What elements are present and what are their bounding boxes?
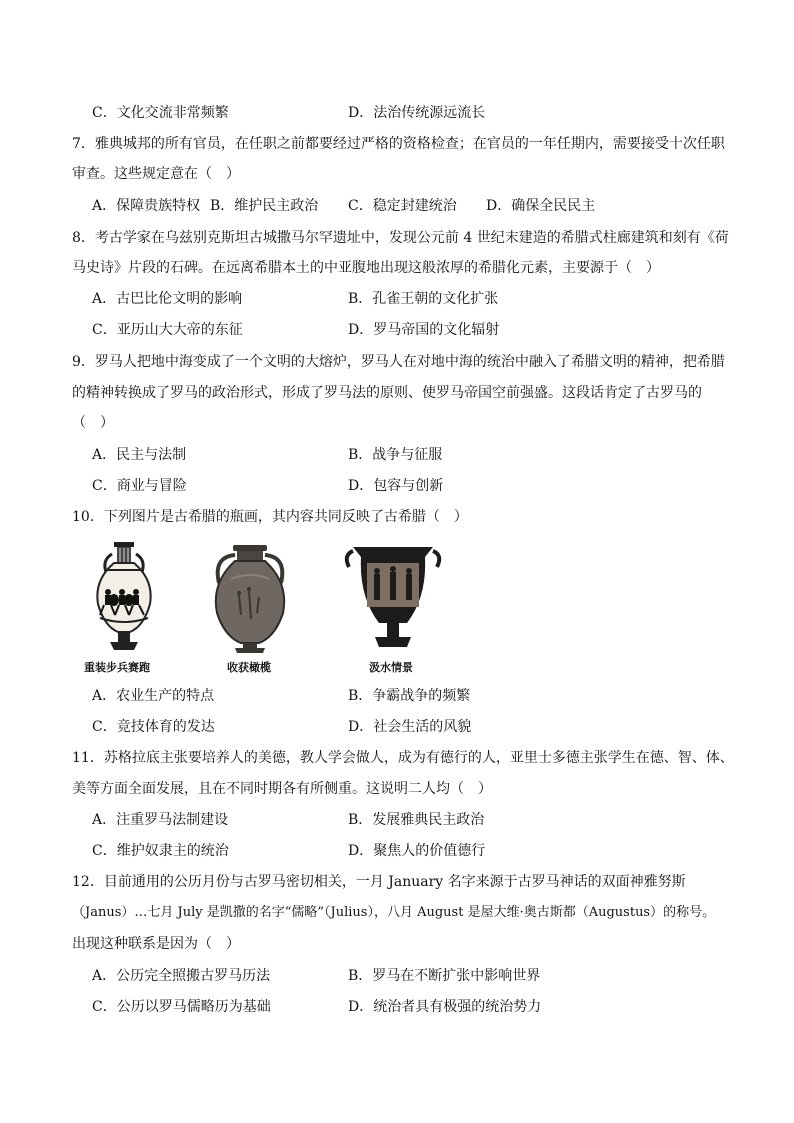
q9-stem-line2: 的精神转换成了罗马的政治形式，形成了罗马法的原则、使罗马帝国空前强盛。这段话肯定了古罗马的 bbox=[72, 385, 702, 401]
q10-stem-line1: 10．下列图片是古希腊的瓶画，其内容共同反映了古希腊（ ） bbox=[72, 509, 468, 525]
q11-option-b: B．发展雅典民主政治 bbox=[348, 812, 485, 828]
q7-stem-line2: 审查。这些规定意在（ ） bbox=[72, 166, 240, 182]
q7-stem-line1: 7．雅典城邦的所有官员，在任职之前都要经过严格的资格检查；在官员的一年任期内，需要接受十次任职 bbox=[72, 136, 725, 152]
q11-option-c: C．维护奴隶主的统治 bbox=[92, 843, 229, 859]
q10-option-d: D．社会生活的风貌 bbox=[348, 719, 472, 735]
q9-stem-line3: （ ） bbox=[72, 415, 114, 431]
q10-option-a: A．农业生产的特点 bbox=[92, 688, 215, 704]
q12-stem-line1: 12．目前通用的公历月份与古罗马密切相关，一月 January 名字来源于古罗马神话的双面神雅努斯 bbox=[72, 874, 686, 890]
q12-option-a: A．公历完全照搬古罗马历法 bbox=[92, 968, 271, 984]
q11-option-a: A．注重罗马法制建设 bbox=[92, 812, 229, 828]
q12-stem-line3: 出现这种联系是因为（ ） bbox=[72, 936, 240, 952]
q8-option-c: C．亚历山大大帝的东征 bbox=[92, 322, 243, 338]
vase-runners-caption: 重装步兵赛跑 bbox=[84, 661, 150, 674]
q11-option-d: D．聚焦人的价值德行 bbox=[348, 843, 486, 859]
vase-water-fetching-icon bbox=[343, 543, 443, 655]
q12-stem-line2: （Janus）…七月 July 是凯撒的名字“儒略”（Julius），八月 August 是屋大维·奥古斯都（Augustus）的称号。 bbox=[72, 905, 716, 920]
q6-option-c: C．文化交流非常频繁 bbox=[92, 105, 229, 121]
q10-option-c: C．竞技体育的发达 bbox=[92, 719, 215, 735]
q8-stem-line1: 8．考古学家在乌兹别克斯坦古城撒马尔罕遗址中，发现公元前 4 世纪末建造的希腊式柱廊建筑和刻有《荷 bbox=[72, 230, 729, 246]
q9-option-d: D．包容与创新 bbox=[348, 478, 444, 494]
q9-stem-line1: 9．罗马人把地中海变成了一个文明的大熔炉，罗马人在对地中海的统治中融入了希腊文明的精神，把希腊 bbox=[72, 354, 725, 370]
q6-option-d: D．法治传统源远流长 bbox=[348, 105, 486, 121]
q11-stem-line1: 11．苏格拉底主张要培养人的美德，教人学会做人，成为有德行的人，亚里士多德主张学生在德、智、体、 bbox=[72, 750, 734, 766]
q12-option-b: B．罗马在不断扩张中影响世界 bbox=[348, 968, 541, 984]
q11-stem-line2: 美等方面全面发展，且在不同时期各有所侧重。这说明二人均（ ） bbox=[72, 781, 492, 797]
q9-option-c: C．商业与冒险 bbox=[92, 478, 187, 494]
q12-option-d: D．统治者具有极强的统治势力 bbox=[348, 999, 542, 1015]
q10-option-b: B．争霸战争的频繁 bbox=[348, 688, 471, 704]
vase-runners-icon bbox=[84, 540, 164, 655]
q7-option-d: D．确保全民民主 bbox=[486, 198, 596, 214]
vase-olive-harvest-caption: 收获橄榄 bbox=[227, 661, 271, 674]
q9-option-b: B．战争与征服 bbox=[348, 447, 443, 463]
vase-water-fetching-caption: 汲水情景 bbox=[369, 661, 413, 674]
q8-option-b: B．孔雀王朝的文化扩张 bbox=[348, 291, 499, 307]
q7-option-a: A．保障贵族特权 bbox=[92, 198, 201, 214]
q12-option-c: C．公历以罗马儒略历为基础 bbox=[92, 999, 271, 1015]
q8-option-d: D．罗马帝国的文化辐射 bbox=[348, 322, 500, 338]
q8-stem-line2: 马史诗》片段的石碑。在远离希腊本土的中亚腹地出现这般浓厚的希腊化元素，主要源于（ ） bbox=[72, 260, 660, 276]
q8-option-a: A．古巴比伦文明的影响 bbox=[92, 291, 243, 307]
vase-olive-harvest-icon bbox=[205, 543, 295, 655]
q7-option-c: C．稳定封建统治 bbox=[348, 198, 457, 214]
q9-option-a: A．民主与法制 bbox=[92, 447, 187, 463]
q7-option-b: B．维护民主政治 bbox=[210, 198, 319, 214]
